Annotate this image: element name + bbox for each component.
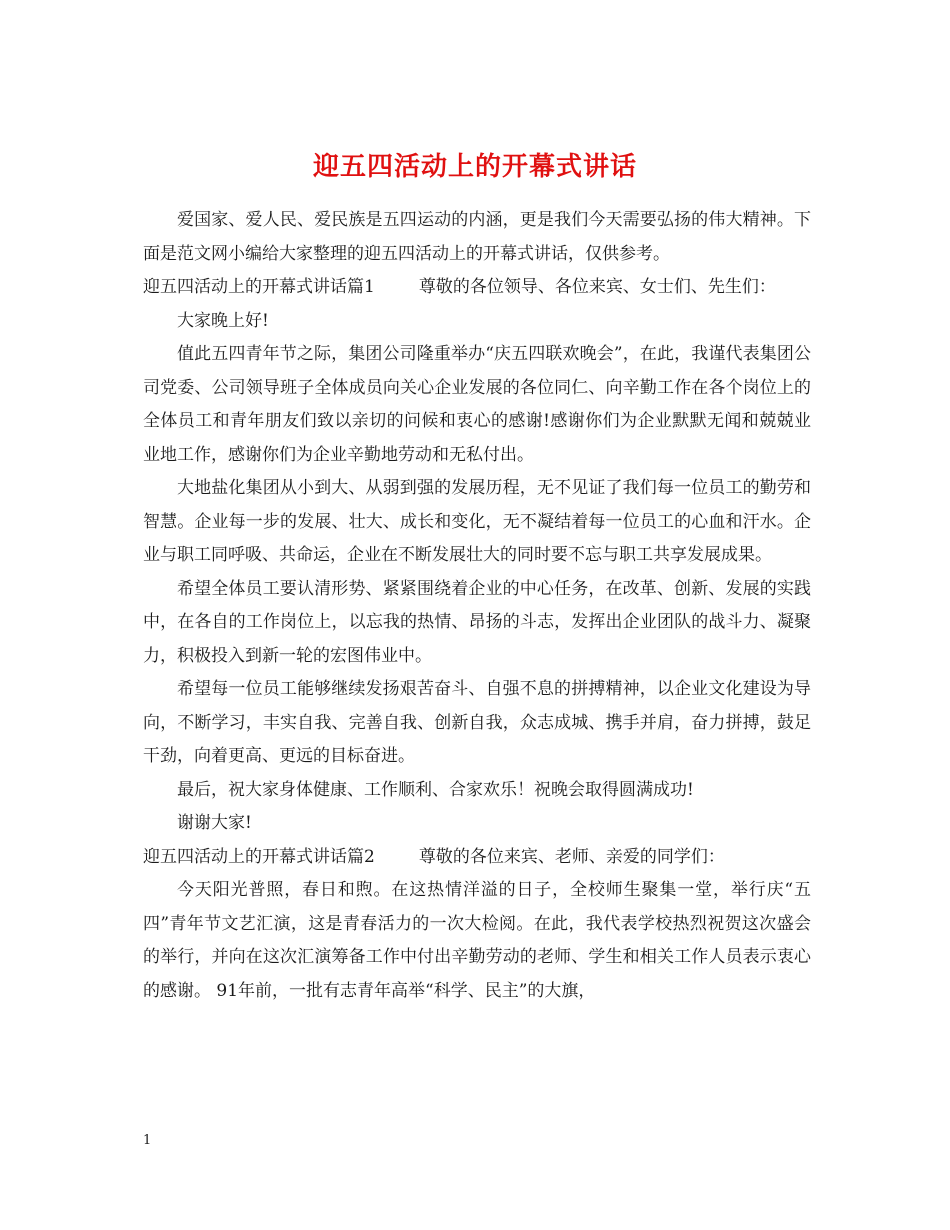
paragraph-history: 大地盐化集团从小到大、从弱到强的发展历程，无不见证了我们每一位员工的勤劳和智慧。企业每一步的发展、壮大、成长和变化，无不凝结着每一位员工的心血和汗水。企业与职工同呼吸、共命运，企业在不断发展壮大的同时要不忘与职工共享发展成果。 [143, 478, 811, 565]
section-label-1: 迎五四活动上的开幕式讲话篇1 [143, 277, 375, 297]
paragraph-wishes: 最后，祝大家身体健康、工作顺利、合家欢乐！祝晚会取得圆满成功! [177, 779, 694, 800]
section-greeting-2: 尊敬的各位来宾、老师、亲爱的同学们： [418, 846, 725, 867]
section-heading-2 [143, 841, 811, 875]
paragraph-hope-2: 希望每一位员工能够继续发扬艰苦奋斗、自强不息的拼搏精神，以企业文化建设为导向，不断学习，丰实自我、完善自我、创新自我，众志成城、携手并肩，奋力拼搏，鼓足干劲，向着更高、更远的目标奋进。 [143, 679, 811, 766]
paragraph-hope-1: 希望全体员工要认清形势、紧紧围绕着企业的中心任务，在改革、创新、发展的实践中，在各自的工作岗位上，以忘我的热情、昂扬的斗志，发挥出企业团队的战斗力、凝聚力，积极投入到新一轮的宏图伟业中。 [143, 578, 811, 666]
document-title: 迎五四活动上的开幕式讲话 [312, 152, 637, 183]
page-number: 1 [143, 1133, 152, 1148]
document-body [143, 204, 811, 1008]
paragraph-greeting-evening: 大家晚上好! [177, 310, 269, 331]
paragraph-intro: 爱国家、爱人民、爱民族是五四运动的内涵，更是我们今天需要弘扬的伟大精神。下面是范文网小编给大家整理的迎五四活动上的开幕式讲话，仅供参考。 [143, 210, 811, 264]
paragraph-thanks: 谢谢大家! [177, 813, 252, 833]
section-heading-1 [143, 271, 811, 305]
section-label-2: 迎五四活动上的开幕式讲话篇2 [143, 846, 375, 867]
section-greeting-1: 尊敬的各位领导、各位来宾、女士们、先生们： [418, 277, 776, 297]
paragraph-occasion: 值此五四青年节之际，集团公司隆重举办“庆五四联欢晚会”，在此，我谨代表集团公司党委、公司领导班子全体成员向关心企业发展的各位同仁、向辛勤工作在各个岗位上的全体员工和青年朋友们致以亲切的问候和衷心的感谢!感谢你们为企业默默无闻和兢兢业业地工作，感谢你们为企业辛勤地劳动和无私付出。 [143, 344, 811, 465]
paragraph-school-opening: 今天阳光普照，春日和煦。在这热情洋溢的日子，全校师生聚集一堂，举行庆“五四”青年节文艺汇演，这是青春活力的一次大检阅。在此，我代表学校热烈祝贺这次盛会的举行，并向在这次汇演筹备工作中付出辛勤劳动的老师、学生和相关工作人员表示衷心的感谢。 91年前，一批有志青年高举“科学、民主”的大旗， [143, 880, 811, 1001]
